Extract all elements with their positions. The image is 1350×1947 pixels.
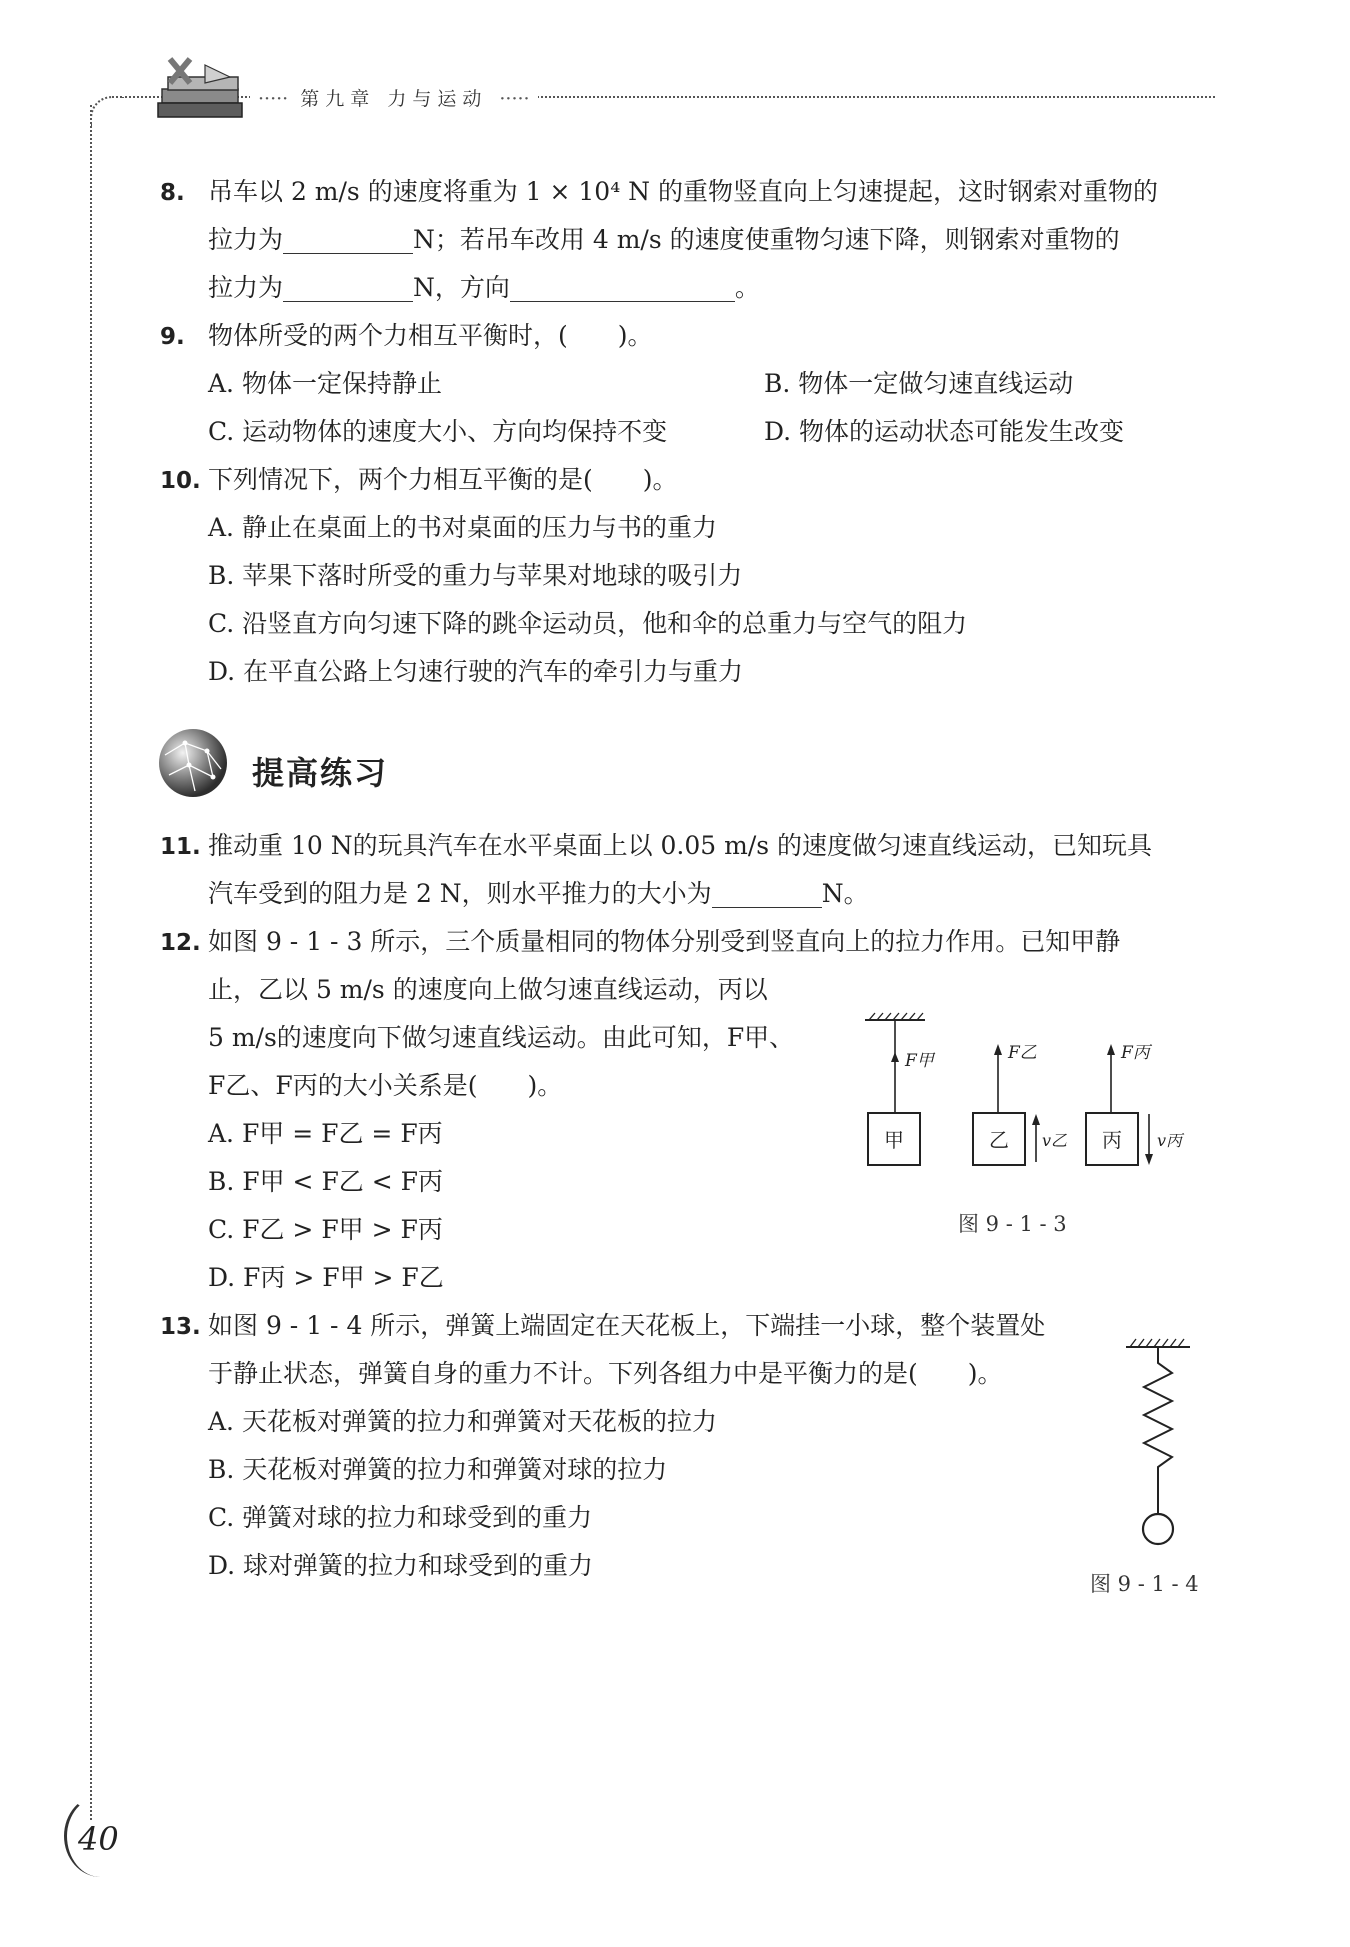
option-a[interactable]: A. F甲 = F乙 = F丙 bbox=[208, 1119, 443, 1148]
velocity-bing-label: v丙 bbox=[1157, 1131, 1183, 1150]
globe-icon bbox=[155, 725, 231, 801]
chapter-title: 力与运动 bbox=[387, 88, 488, 110]
ball-icon bbox=[1143, 1514, 1173, 1544]
question-text: 汽车受到的阻力是 2 N，则水平推力的大小为 bbox=[208, 879, 712, 908]
question-text: N；若吊车改用 4 m/s 的速度使重物匀速下降，则钢索对重物的 bbox=[413, 225, 1120, 254]
force-jia-label: F甲 bbox=[905, 1051, 934, 1071]
question-number: 9. bbox=[160, 324, 185, 350]
question-number: 11. bbox=[160, 834, 201, 860]
page-number: 40 bbox=[78, 1820, 119, 1858]
option-c[interactable]: C. 弹簧对球的拉力和球受到的重力 bbox=[208, 1503, 593, 1532]
question-12-line-1 bbox=[160, 918, 1120, 967]
question-9-stem bbox=[160, 312, 653, 361]
question-text: 下列情况下，两个力相互平衡的是( )。 bbox=[208, 465, 678, 494]
question-12-line-4: F乙、F丙的大小关系是( )。 bbox=[208, 1071, 563, 1100]
question-text: N，方向 bbox=[413, 273, 510, 302]
option-d[interactable]: D. 物体的运动状态可能发生改变 bbox=[764, 417, 1125, 446]
option-a[interactable]: A. 物体一定保持静止 bbox=[208, 369, 442, 398]
books-logo-icon bbox=[150, 55, 250, 125]
question-number: 13. bbox=[160, 1314, 201, 1340]
figure-caption: 图 9 - 1 - 3 bbox=[958, 1212, 1067, 1236]
question-number: 12. bbox=[160, 930, 201, 956]
question-11-line-1 bbox=[160, 822, 1152, 871]
answer-blank[interactable] bbox=[283, 223, 413, 254]
question-10-stem bbox=[160, 456, 678, 505]
option-a[interactable]: A. 静止在桌面上的书对桌面的压力与书的重力 bbox=[208, 513, 717, 542]
box-yi-label: 乙 bbox=[989, 1128, 1009, 1152]
option-b[interactable]: B. 天花板对弹簧的拉力和弹簧对球的拉力 bbox=[208, 1455, 668, 1484]
question-text: 物体所受的两个力相互平衡时，( )。 bbox=[208, 321, 653, 350]
option-c[interactable]: C. F乙 > F甲 > F丙 bbox=[208, 1215, 443, 1244]
answer-blank[interactable] bbox=[283, 271, 413, 302]
velocity-yi-label: v乙 bbox=[1042, 1131, 1068, 1150]
question-text: 吊车以 2 m/s 的速度将重为 1 × 10⁴ N 的重物竖直向上匀速提起，这时钢索对重物的 bbox=[208, 177, 1159, 206]
question-number: 10. bbox=[160, 468, 201, 494]
option-d[interactable]: D. 在平直公路上匀速行驶的汽车的牵引力与重力 bbox=[208, 657, 744, 686]
figure-9-1-3 bbox=[855, 1010, 1215, 1185]
question-13-line-2: 于静止状态，弹簧自身的重力不计。下列各组力中是平衡力的是( )。 bbox=[208, 1359, 1003, 1388]
chapter-header bbox=[250, 84, 538, 111]
question-8-line-1 bbox=[160, 168, 1158, 217]
box-bing-label: 丙 bbox=[1102, 1128, 1122, 1152]
answer-blank[interactable] bbox=[712, 877, 822, 908]
question-text: 推动重 10 N的玩具汽车在水平桌面上以 0.05 m/s 的速度做匀速直线运动，已知玩具 bbox=[208, 831, 1153, 860]
question-12-line-3: 5 m/s的速度向下做匀速直线运动。由此可知，F甲、 bbox=[208, 1023, 795, 1052]
box-jia-label: 甲 bbox=[884, 1128, 904, 1152]
question-text: 拉力为 bbox=[208, 273, 284, 302]
header-dots-right: ····· bbox=[499, 88, 530, 110]
option-a[interactable]: A. 天花板对弹簧的拉力和弹簧对天花板的拉力 bbox=[208, 1407, 717, 1436]
question-text: 。 bbox=[734, 273, 760, 302]
figure-caption: 图 9 - 1 - 4 bbox=[1090, 1572, 1199, 1596]
left-dotted-rule bbox=[90, 105, 92, 1820]
question-text: N。 bbox=[821, 879, 869, 908]
header-dots: ····· bbox=[258, 88, 289, 110]
force-yi-label: F乙 bbox=[1008, 1043, 1037, 1063]
question-text: 如图 9 - 1 - 4 所示，弹簧上端固定在天花板上，下端挂一小球，整个装置处 bbox=[208, 1311, 1046, 1340]
question-13-line-1 bbox=[160, 1302, 1045, 1351]
question-text: 如图 9 - 1 - 3 所示，三个质量相同的物体分别受到竖直向上的拉力作用。已知甲静 bbox=[208, 927, 1121, 956]
question-8-line-3 bbox=[208, 264, 760, 312]
option-c[interactable]: C. 沿竖直方向匀速下降的跳伞运动员，他和伞的总重力与空气的阻力 bbox=[208, 609, 968, 638]
option-b[interactable]: B. 物体一定做匀速直线运动 bbox=[764, 369, 1074, 398]
answer-blank[interactable] bbox=[510, 271, 735, 302]
question-number: 8. bbox=[160, 180, 185, 206]
chapter-label: 第九章 bbox=[300, 88, 376, 110]
option-d[interactable]: D. 球对弹簧的拉力和球受到的重力 bbox=[208, 1551, 594, 1580]
option-d[interactable]: D. F丙 > F甲 > F乙 bbox=[208, 1263, 444, 1292]
option-c[interactable]: C. 运动物体的速度大小、方向均保持不变 bbox=[208, 417, 668, 446]
question-11-line-2 bbox=[208, 870, 869, 918]
section-title: 提高练习 bbox=[252, 754, 389, 792]
option-b[interactable]: B. 苹果下落时所受的重力与苹果对地球的吸引力 bbox=[208, 561, 743, 590]
option-b[interactable]: B. F甲 < F乙 < F丙 bbox=[208, 1167, 443, 1196]
force-bing-label: F丙 bbox=[1121, 1043, 1150, 1063]
question-8-line-2 bbox=[208, 216, 1120, 264]
header-corner-border bbox=[90, 96, 124, 126]
question-12-line-2: 止，乙以 5 m/s 的速度向上做匀速直线运动，丙以 bbox=[208, 975, 768, 1004]
figure-9-1-4 bbox=[1118, 1335, 1198, 1555]
question-text: 拉力为 bbox=[208, 225, 284, 254]
